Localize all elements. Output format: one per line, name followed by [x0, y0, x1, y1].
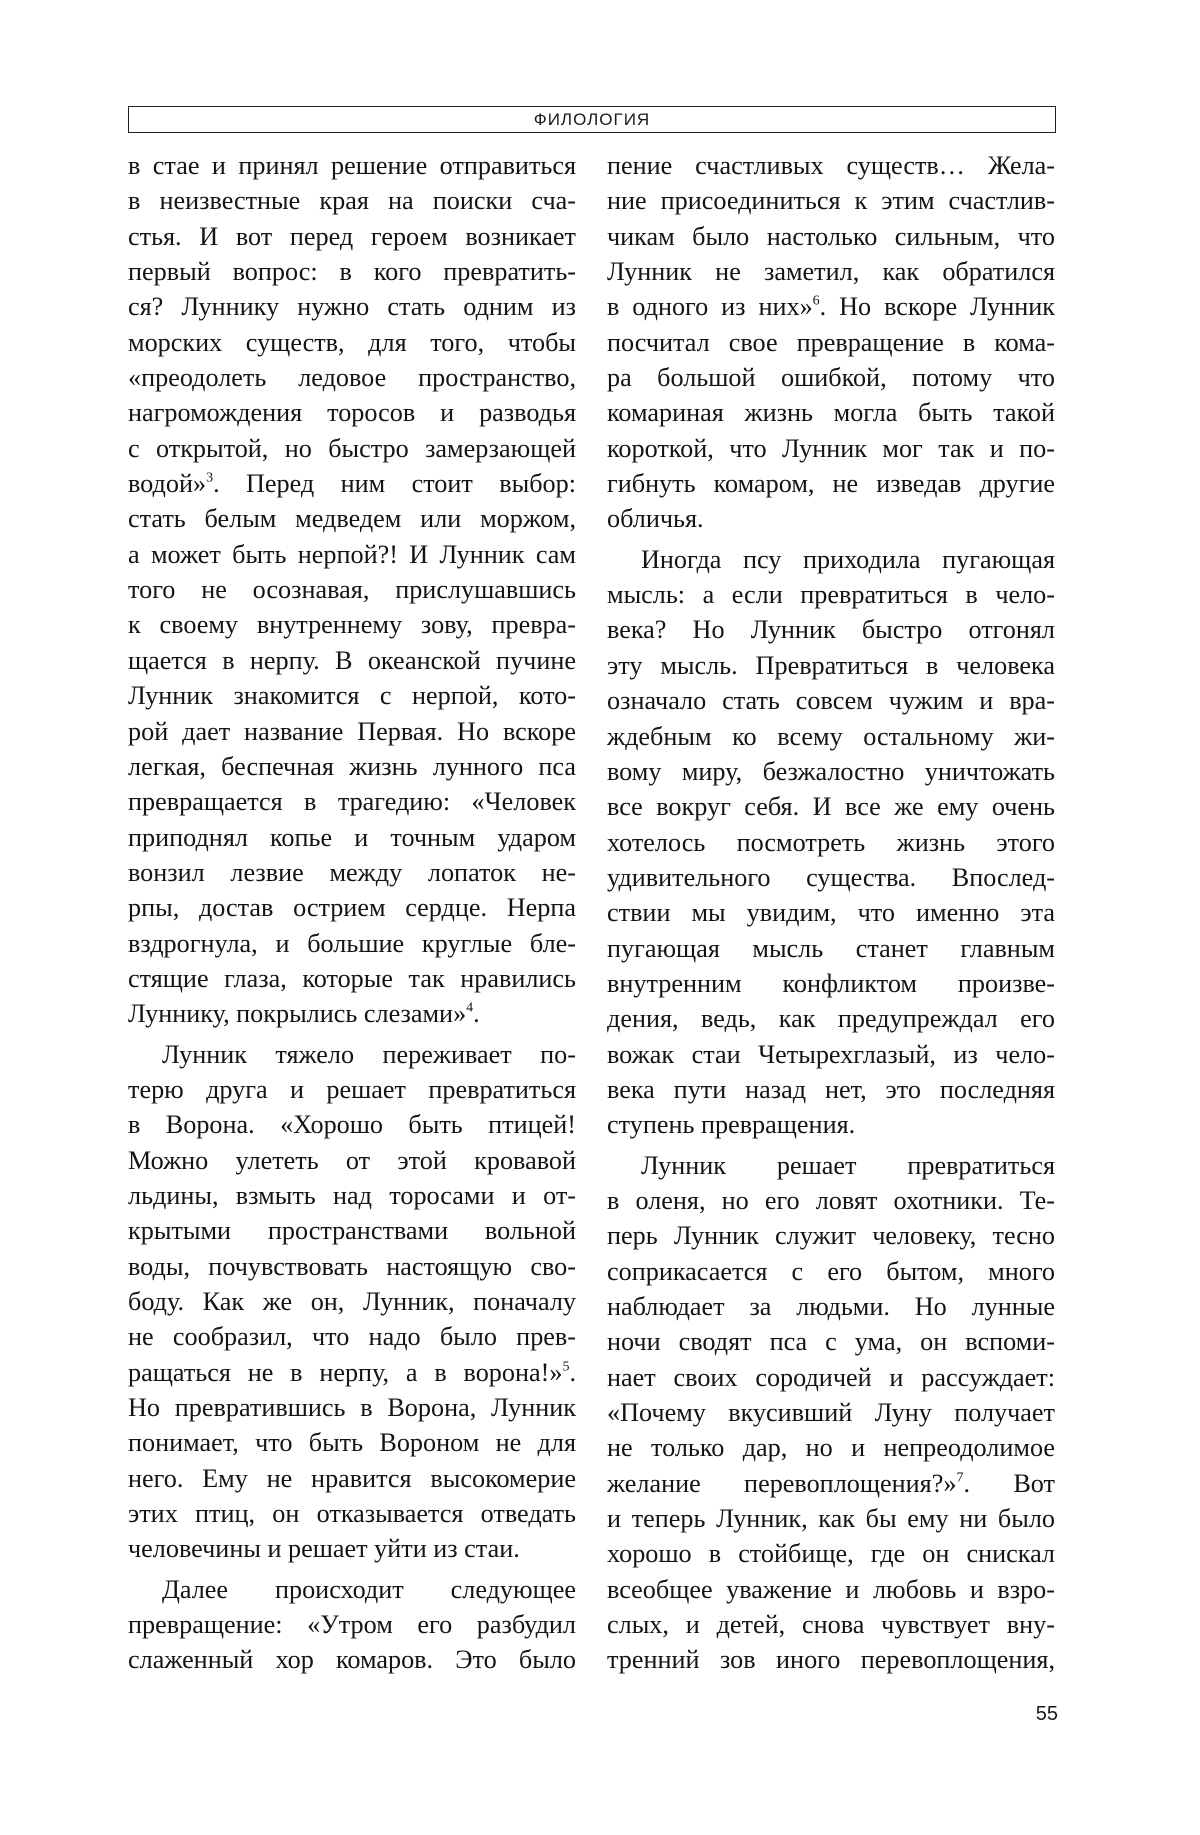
text-line: [128, 1572, 576, 1607]
text-line: [607, 1466, 1055, 1501]
text-line: [128, 1496, 576, 1531]
line-text: обличья.: [607, 504, 704, 533]
text-line: [128, 148, 576, 183]
line-text: все вокруг себя. И все же ему очень: [607, 792, 1055, 821]
line-text: этих птиц, он отказывается отведать: [128, 1499, 576, 1528]
line-text: посчитал свое превращение в кома-: [607, 328, 1055, 357]
text-line: [607, 254, 1055, 289]
text-line: [128, 643, 576, 678]
text-line: [607, 895, 1055, 930]
line-text: боду. Как же он, Лунник, поначалу: [128, 1287, 576, 1316]
line-text: пение счастливых существ… Жела-: [607, 151, 1055, 180]
text-line: [607, 431, 1055, 466]
line-text: превращение: «Утром его разбудил: [128, 1610, 576, 1639]
text-line: [607, 1642, 1055, 1677]
line-text: пугающая мысль станет главным: [607, 934, 1055, 963]
text-line: [128, 820, 576, 855]
text-line: [128, 1461, 576, 1496]
line-text: вонзил лезвие между лопаток не-: [128, 858, 576, 887]
left-text-column: [128, 148, 576, 1678]
line-text: стать белым медведем или моржом,: [128, 504, 576, 533]
line-text: рпы, достав острием сердце. Нерпа: [128, 893, 576, 922]
text-line: [128, 289, 576, 324]
text-line: [607, 966, 1055, 1001]
line-text: Можно улететь от этой кровавой: [128, 1146, 576, 1175]
line-text: ра большой ошибкой, потому что: [607, 363, 1055, 392]
line-text: в неизвестные края на поиски сча-: [128, 186, 576, 215]
line-text: слаженный хор комаров. Это было: [128, 1645, 576, 1674]
text-line: [607, 577, 1055, 612]
text-line: [128, 1531, 576, 1566]
line-text: Иногда псу приходила пугающая: [641, 545, 1055, 574]
line-text: дения, ведь, как предупреждал его: [607, 1004, 1055, 1033]
line-text: морских существ, для того, чтобы: [128, 328, 576, 357]
line-text: с открытой, но быстро замерзающей: [128, 434, 576, 463]
text-line: [607, 1107, 1055, 1142]
text-line: [128, 572, 576, 607]
text-line: [607, 219, 1055, 254]
line-text: нагромождения торосов и разводья: [128, 398, 576, 427]
text-line: [128, 183, 576, 218]
text-line: [128, 1425, 576, 1460]
text-line: [607, 648, 1055, 683]
text-line: [607, 789, 1055, 824]
text-line: [128, 1178, 576, 1213]
line-text: Лунник знакомится с нерпой, кото-: [128, 681, 576, 710]
text-line: [128, 219, 576, 254]
line-text: приподнял копье и точным ударом: [128, 823, 576, 852]
line-text: ночи сводят пса с ума, он вспоми-: [607, 1327, 1055, 1356]
text-line: [128, 1037, 576, 1072]
text-line: [607, 1430, 1055, 1465]
text-line: [128, 501, 576, 536]
text-line: [607, 1324, 1055, 1359]
line-text: ние присоединиться к этим счастлив-: [607, 186, 1055, 215]
line-text: хорошо в стойбище, где он снискал: [607, 1539, 1055, 1568]
text-line: [128, 996, 576, 1031]
text-line: [607, 612, 1055, 647]
text-line: [607, 325, 1055, 360]
line-text: вому миру, безжалостно уничтожать: [607, 757, 1055, 786]
line-text: гибнуть комаром, не изведав другие: [607, 469, 1055, 498]
line-text: легкая, беспечная жизнь лунного пса: [128, 752, 576, 781]
text-line: [128, 784, 576, 819]
line-text: хотелось посмотреть жизнь этого: [607, 828, 1055, 857]
line-text: не сообразил, что надо было прев-: [128, 1322, 576, 1351]
text-line: [128, 1607, 576, 1642]
text-line: [128, 1642, 576, 1677]
right-text-column: [607, 148, 1055, 1678]
text-line: [128, 1213, 576, 1248]
line-text: а может быть нерпой?! И Лунник сам: [128, 540, 576, 569]
text-line: [607, 860, 1055, 895]
text-line: [128, 1107, 576, 1142]
text-line: [607, 825, 1055, 860]
text-line: [607, 542, 1055, 577]
line-text: в стае и принял решение отправиться: [128, 151, 576, 180]
footnote-ref: 4: [466, 1001, 473, 1016]
line-text: и теперь Лунник, как бы ему ни было: [607, 1504, 1055, 1533]
line-text: всеобщее уважение и любовь и взро-: [607, 1575, 1055, 1604]
line-text: Лунник решает превратиться: [641, 1151, 1055, 1180]
line-text: тренний зов иного перевоплощения,: [607, 1645, 1055, 1674]
text-line: [128, 360, 576, 395]
text-line: [128, 1284, 576, 1319]
line-text: водой»: [128, 469, 206, 498]
text-line: [607, 1607, 1055, 1642]
text-line: [607, 683, 1055, 718]
line-text: «Почему вкусивший Луну получает: [607, 1398, 1055, 1427]
line-text: нает своих сородичей и рассуждает:: [607, 1363, 1055, 1392]
line-text: первый вопрос: в кого превратить-: [128, 257, 576, 286]
line-text: того не осознавая, прислушавшись: [128, 575, 576, 604]
journal-page: [0, 0, 1200, 1835]
text-line: [607, 1218, 1055, 1253]
line-text: рой дает название Первая. Но вскоре: [128, 717, 576, 746]
line-text: ся? Луннику нужно стать одним из: [128, 292, 576, 321]
text-line: [128, 325, 576, 360]
line-text: века? Но Лунник быстро отгонял: [607, 615, 1055, 644]
line-text: него. Ему не нравится высокомерие: [128, 1464, 576, 1493]
text-line: [128, 749, 576, 784]
line-text: Луннику, покрылись слезами»: [128, 999, 466, 1028]
text-line: [128, 1390, 576, 1425]
line-text: ждебным ко всему остальному жи-: [607, 722, 1055, 751]
line-text: «преодолеть ледовое пространство,: [128, 363, 576, 392]
line-text: желание перевоплощения?»: [607, 1469, 956, 1498]
line-text: короткой, что Лунник мог так и по-: [607, 434, 1055, 463]
text-line: [128, 926, 576, 961]
line-text: превращается в трагедию: «Человек: [128, 787, 576, 816]
text-line: [128, 1072, 576, 1107]
text-line: [128, 1319, 576, 1354]
text-line: [128, 607, 576, 642]
text-line: [607, 1148, 1055, 1183]
line-text: вожак стаи Четырехглазый, из чело-: [607, 1040, 1055, 1069]
text-line: [607, 754, 1055, 789]
text-line: [607, 1037, 1055, 1072]
text-line: [607, 466, 1055, 501]
line-text-continued: . Перед ним стоит выбор:: [213, 469, 576, 498]
text-line: [128, 678, 576, 713]
line-text-continued: .: [569, 1358, 576, 1387]
text-line: [607, 148, 1055, 183]
line-text-continued: . Но вскоре Лунник: [820, 292, 1055, 321]
text-line: [128, 855, 576, 890]
text-line: [607, 1536, 1055, 1571]
line-text: к своему внутреннему зову, превра-: [128, 610, 576, 639]
line-text: мысль: а если превратиться в чело-: [607, 580, 1055, 609]
text-line: [607, 360, 1055, 395]
text-line: [128, 890, 576, 925]
footnote-ref: 7: [956, 1470, 963, 1485]
line-text: эту мысль. Превратиться в человека: [607, 651, 1055, 680]
line-text: в одного из них»: [607, 292, 813, 321]
footnote-ref: 5: [562, 1359, 569, 1374]
page-number: 55: [1010, 1703, 1058, 1726]
text-line: [607, 501, 1055, 536]
line-text: воды, почувствовать настоящую сво-: [128, 1252, 576, 1281]
text-line: [607, 1254, 1055, 1289]
line-text: наблюдает за людьми. Но лунные: [607, 1292, 1055, 1321]
footnote-ref: 6: [813, 294, 820, 309]
text-line: [607, 931, 1055, 966]
line-text: Лунник не заметил, как обратился: [607, 257, 1055, 286]
line-text: человечины и решает уйти из стаи.: [128, 1534, 520, 1563]
text-line: [607, 1072, 1055, 1107]
line-text: стящие глаза, которые так нравились: [128, 964, 576, 993]
line-text: терю друга и решает превратиться: [128, 1075, 576, 1104]
text-line: [607, 1183, 1055, 1218]
line-text: ступень превращения.: [607, 1110, 855, 1139]
line-text: вздрогнула, и большие круглые бле-: [128, 929, 576, 958]
line-text: века пути назад нет, это последняя: [607, 1075, 1055, 1104]
line-text: ствии мы увидим, что именно эта: [607, 898, 1055, 927]
section-title: ФИЛОЛОГИЯ: [534, 110, 650, 130]
text-line: [607, 183, 1055, 218]
text-line: [128, 466, 576, 501]
line-text: крытыми пространствами вольной: [128, 1216, 576, 1245]
line-text: льдины, взмыть над торосами и от-: [128, 1181, 576, 1210]
line-text: в оленя, но его ловят охотники. Те-: [607, 1186, 1055, 1215]
text-line: [607, 1289, 1055, 1324]
line-text: стья. И вот перед героем возникает: [128, 222, 576, 251]
text-line: [607, 1395, 1055, 1430]
running-header: [128, 106, 1056, 133]
line-text: Лунник тяжело переживает по-: [162, 1040, 576, 1069]
text-line: [607, 1360, 1055, 1395]
text-line: [128, 961, 576, 996]
line-text: Но превратившись в Ворона, Лунник: [128, 1393, 576, 1422]
line-text: соприкасается с его бытом, много: [607, 1257, 1055, 1286]
line-text: щается в нерпу. В океанской пучине: [128, 646, 576, 675]
line-text: ращаться не в нерпу, а в ворона!»: [128, 1358, 562, 1387]
line-text: удивительного существа. Впослед-: [607, 863, 1055, 892]
text-line: [607, 395, 1055, 430]
text-line: [128, 1249, 576, 1284]
line-text: понимает, что быть Вороном не для: [128, 1428, 576, 1457]
text-line: [128, 431, 576, 466]
text-line: [607, 1572, 1055, 1607]
text-line: [607, 1501, 1055, 1536]
text-line: [607, 1001, 1055, 1036]
line-text: комариная жизнь могла быть такой: [607, 398, 1055, 427]
line-text: чикам было настолько сильным, что: [607, 222, 1055, 251]
line-text: внутренним конфликтом произве-: [607, 969, 1055, 998]
footnote-ref: 3: [206, 471, 213, 486]
line-text: в Ворона. «Хорошо быть птицей!: [128, 1110, 576, 1139]
line-text: слых, и детей, снова чувствует вну-: [607, 1610, 1055, 1639]
text-line: [607, 719, 1055, 754]
line-text: не только дар, но и непреодолимое: [607, 1433, 1055, 1462]
text-line: [128, 254, 576, 289]
line-text: Далее происходит следующее: [162, 1575, 576, 1604]
text-line: [128, 1143, 576, 1178]
line-text-continued: .: [473, 999, 480, 1028]
text-line: [607, 289, 1055, 324]
line-text-continued: . Вот: [963, 1469, 1055, 1498]
line-text: означало стать совсем чужим и вра-: [607, 686, 1055, 715]
text-line: [128, 395, 576, 430]
text-line: [128, 1355, 576, 1390]
line-text: перь Лунник служит человеку, тесно: [607, 1221, 1055, 1250]
text-line: [128, 537, 576, 572]
text-line: [128, 714, 576, 749]
